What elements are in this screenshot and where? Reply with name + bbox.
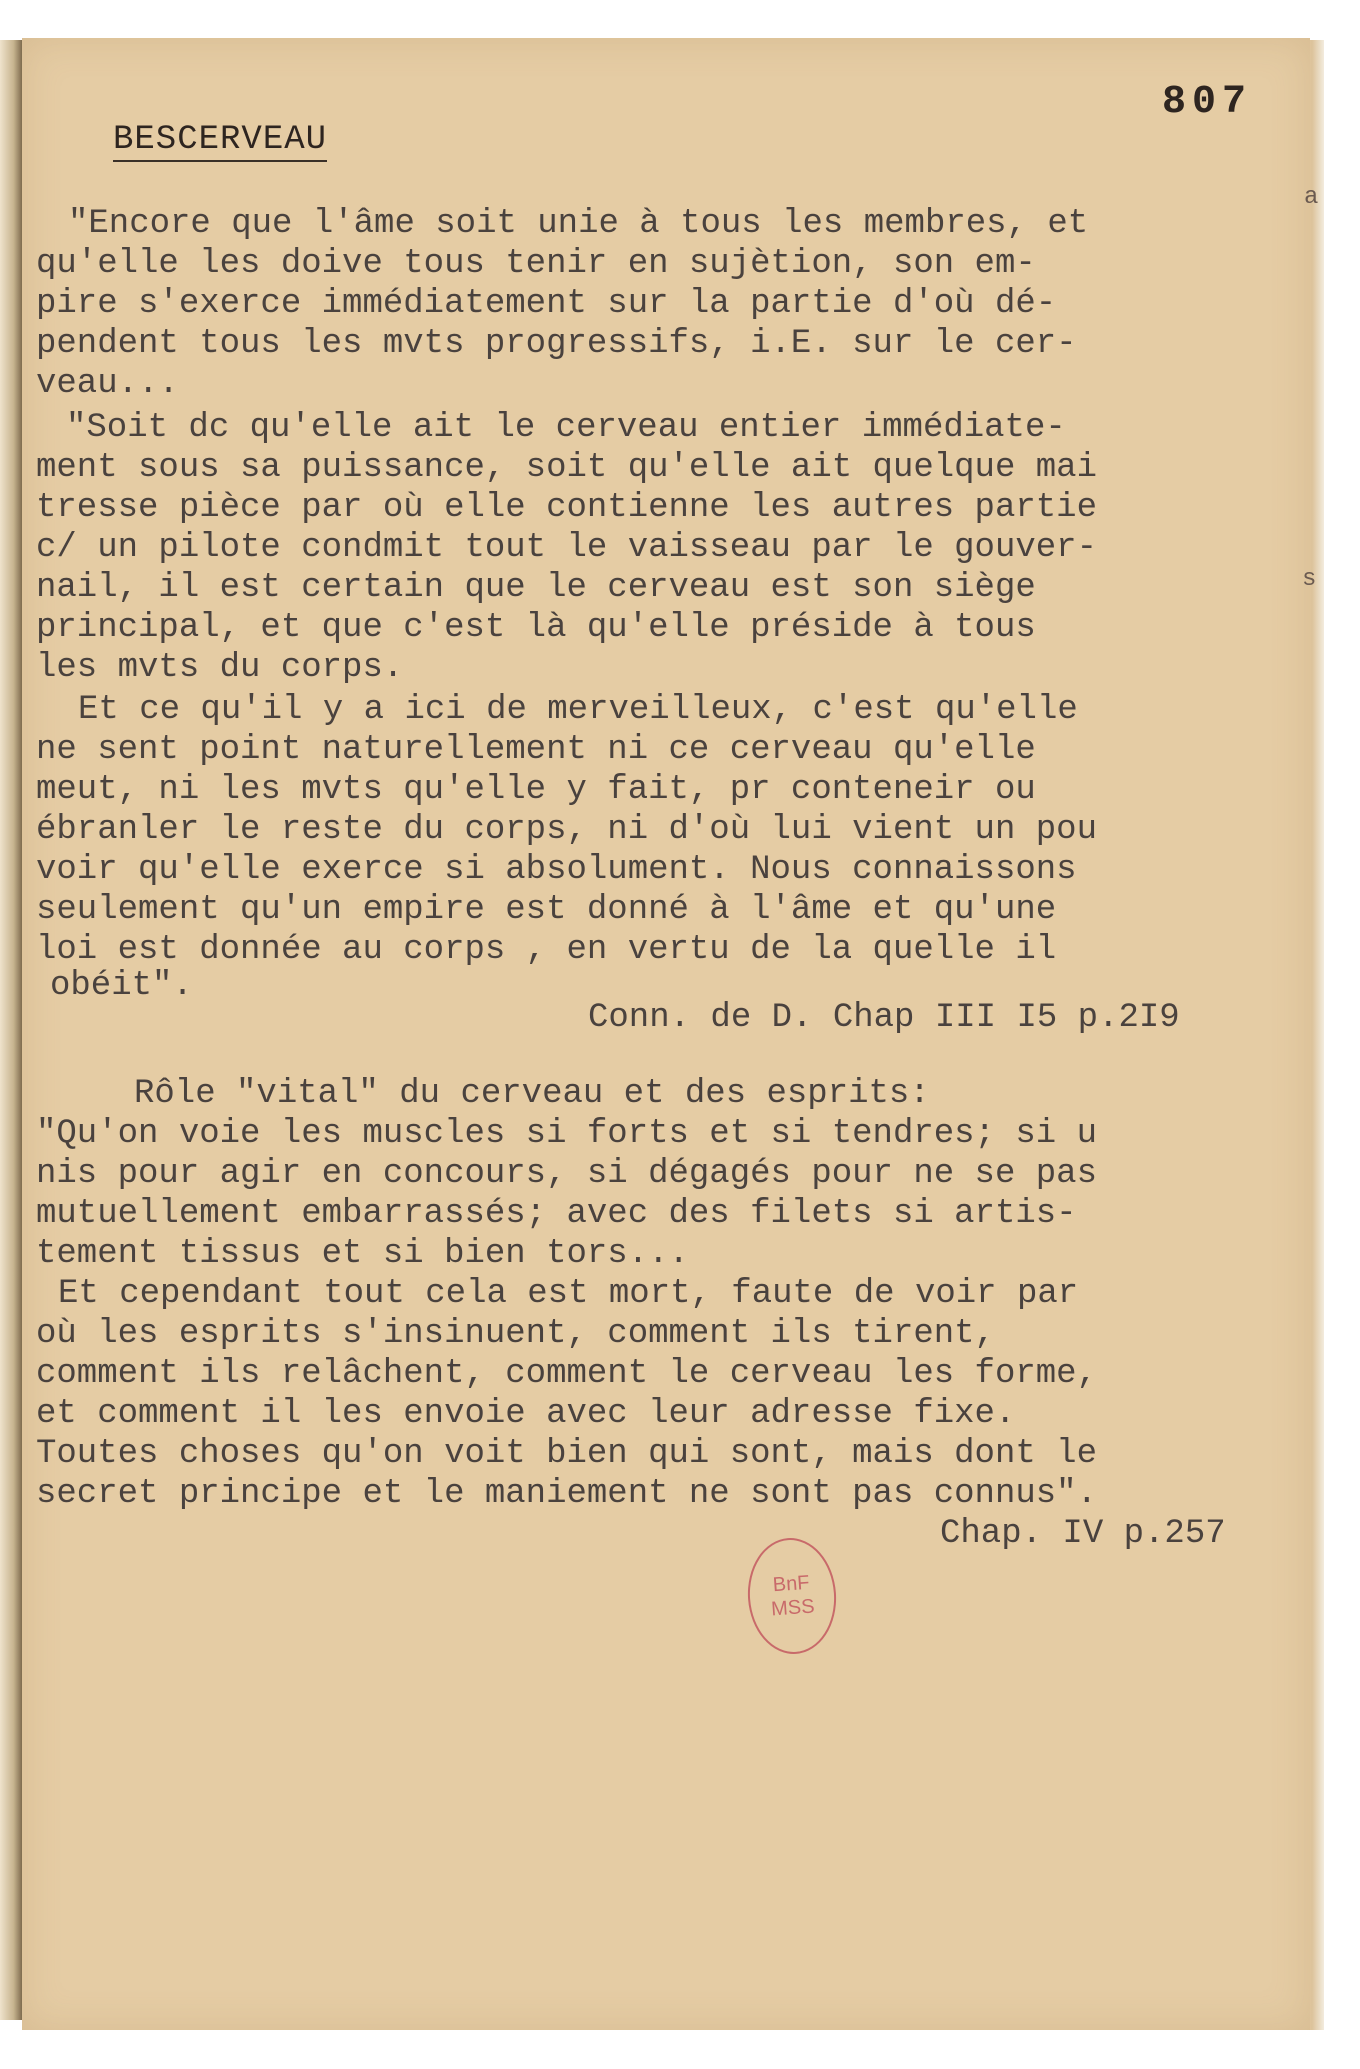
text-line: meut, ni les mvts qu'elle y fait, pr conteneir ou [36,771,1036,809]
text-line: comment ils relâchent, comment le cerveau les forme, [36,1355,1097,1393]
margin-mark-s: s [1302,566,1317,593]
text-line: loi est donnée au corps , en vertu de la quelle il [36,931,1057,969]
text-line: les mvts du corps. [36,649,404,687]
text-line: pire s'exerce immédiatement sur la partie d'où dé- [36,285,1057,323]
text-line: principal, et que c'est là qu'elle préside à tous [36,609,1036,647]
text-line: "Qu'on voie les muscles si forts et si tendres; si u [36,1115,1097,1153]
text-line: obéit". [50,967,193,1005]
text-line: ne sent point naturellement ni ce cerveau qu'elle [36,731,1036,769]
text-line: "Encore que l'âme soit unie à tous les membres, et [68,205,1089,243]
text-line: nis pour agir en concours, si dégagés pour ne se pas [36,1155,1097,1193]
text-line: Et ce qu'il y a ici de merveilleux, c'est qu'elle [78,691,1078,729]
text-line: secret principe et le maniement ne sont pas connus". [36,1475,1097,1513]
text-line: ébranler le reste du corps, ni d'où lui vient un pou [36,811,1097,849]
text-line: où les esprits s'insinuent, comment ils tirent, [36,1315,995,1353]
citation: Chap. IV p.257 [940,1515,1226,1553]
text-line: tement tissus et si bien tors... [36,1235,689,1273]
text-line: Et cependant tout cela est mort, faute de voir par [58,1275,1079,1313]
text-line: et comment il les envoie avec leur adresse fixe. [36,1395,1016,1433]
stamp-line: BnF [772,1571,811,1597]
text-line: ment sous sa puissance, soit qu'elle ait quelque mai [36,449,1097,487]
section-heading: Rôle "vital" du cerveau et des esprits: [134,1075,930,1113]
text-line: pendent tous les mvts progressifs, i.E. sur le cer- [36,325,1077,363]
text-line: c/ un pilote condmit tout le vaisseau par le gouver- [36,529,1097,567]
citation: Conn. de D. Chap III I5 p.2I9 [588,999,1180,1037]
margin-mark-a: a [1304,184,1319,211]
text-line: "Soit dc qu'elle ait le cerveau entier immédiate- [66,409,1066,447]
text-line: veau... [36,365,179,403]
text-line: Toutes choses qu'on voit bien qui sont, mais dont le [36,1435,1097,1473]
text-line: mutuellement embarrassés; avec des filets si artis- [36,1195,1077,1233]
running-head: BESCERVEAU [113,120,327,162]
stamp-line: MSS [770,1595,816,1621]
page-number: 807 [1162,80,1253,125]
text-line: tresse pièce par où elle contienne les autres partie [36,489,1097,527]
text-line: voir qu'elle exerce si absolument. Nous connaissons [36,851,1077,889]
text-line: qu'elle les doive tous tenir en sujètion, son em- [36,245,1036,283]
text-line: nail, il est certain que le cerveau est son siège [36,569,1036,607]
text-line: seulement qu'un empire est donné à l'âme et qu'une [36,891,1057,929]
